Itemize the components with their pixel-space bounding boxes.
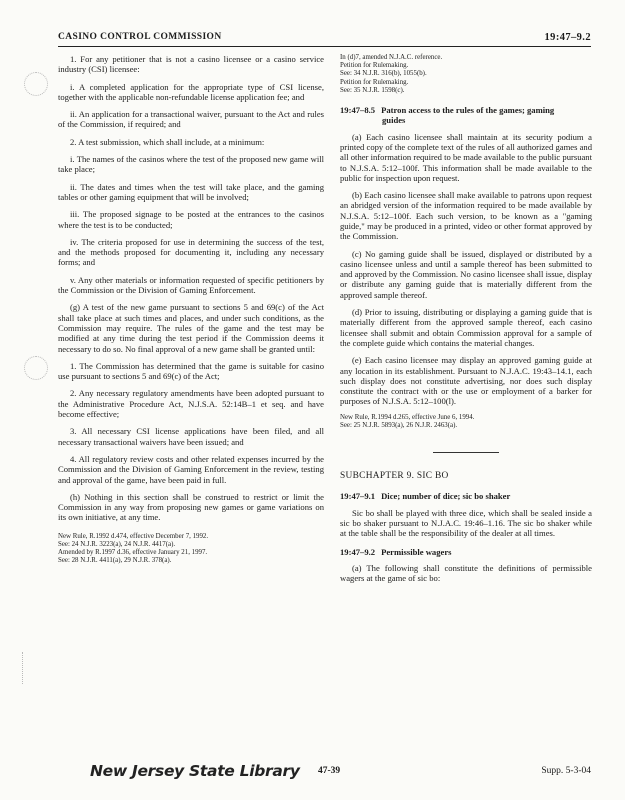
subchapter-heading: SUBCHAPTER 9. SIC BO [340, 471, 449, 482]
paragraph: ii. An application for a transactional waiver, pursuant to the Act and rules of the Commission, if required; and [58, 109, 324, 130]
running-header [58, 32, 591, 46]
history-note: New Rule, R.1994 d.265, effective June 6, 1994. [340, 413, 475, 421]
history-note: See: 34 N.J.R. 316(b), 1055(b). [340, 70, 427, 78]
paragraph: 1. For any petitioner that is not a casino licensee or a casino service industry (CSI) licensee: [58, 54, 324, 75]
paragraph: 4. All regulatory review costs and other related expenses incurred by the Commission and the Division of Gaming Enforcement in the review, testing and approval of the game, have been paid in full. [58, 453, 324, 485]
header-rule [58, 46, 591, 47]
section-number: 19:47–8.5 [340, 105, 376, 116]
section-title-continued: guides [382, 115, 406, 126]
scan-margin-mark [22, 652, 24, 684]
section-title: Permissible wagers [381, 546, 452, 557]
header-title: CASINO CONTROL COMMISSION [58, 32, 222, 42]
history-note: See: 35 N.J.R. 1598(c). [340, 86, 405, 94]
supplement-date: Supp. 5-3-04 [541, 766, 591, 776]
section-title: Dice; number of dice; sic bo shaker [381, 491, 511, 502]
section-title: Patron access to the rules of the games; gaming [381, 105, 555, 116]
paragraph: Sic bo shall be played with three dice, which shall be sealed inside a sic bo shaker pursuant to N.J.A.C. 19:46–1.16. The sic bo shaker while at the table shall be the responsibility of the dealer at all times. [340, 507, 592, 539]
history-note: Petition for Rulemaking. [340, 78, 409, 86]
punch-hole-mark [24, 356, 48, 380]
paragraph: 1. The Commission has determined that the game is suitable for casino use pursuant to sections 5 and 69(c) of the Act; [58, 360, 324, 382]
paragraph: (h) Nothing in this section shall be construed to restrict or limit the Commission in any way from proposing new games or game variations on its own initiative, at any time. [58, 491, 324, 523]
paragraph: (e) Each casino licensee may display an approved gaming guide at any location in its establishment. Pursuant to N.J.A.C. 19:43–14.1, each such display does not constitute advertising, nor does such display constitute the contract with or the use or employment of a barker for purposes of N.J.S.A. 5:12–100(l). [340, 355, 592, 407]
section-divider [433, 452, 499, 453]
history-note: See: 28 N.J.R. 4411(a), 29 N.J.R. 378(a). [58, 557, 172, 565]
paragraph: (a) The following shall constitute the definitions of permissible wagers at the game of sic bo: [340, 562, 592, 584]
paragraph: 2. A test submission, which shall include, at a minimum: [70, 136, 265, 147]
history-note: Amended by R.1997 d.36, effective January 21, 1997. [58, 549, 208, 557]
paragraph: (g) A test of the new game pursuant to sections 5 and 69(c) of the Act shall take place at such times and places, and under such conditions, as the Commission may require. The rules of the game and the test may be modified at any time during the test period if the Commission deems it necessary to do so. No final approval of a new game shall be granted until: [58, 302, 324, 354]
paragraph: i. The names of the casinos where the test of the proposed new game will take place; [58, 154, 324, 175]
paragraph: (c) No gaming guide shall be issued, displayed or distributed by a casino licensee unless and until a sample thereof has been submitted to and approved by the Commission. No casino licensee shall issue, display or distribute any gaming guide that is materially different from the approved sample thereof. [340, 248, 592, 300]
history-note: See: 24 N.J.R. 3223(a), 24 N.J.R. 4417(a). [58, 540, 176, 548]
paragraph: 2. Any necessary regulatory amendments have been adopted pursuant to the Administrative Procedure Act, N.J.S.A. 52:14B–1 et seq. and have become effective; [58, 388, 324, 420]
paragraph: iv. The criteria proposed for use in determining the success of the test, and the methods proposed for documenting it, including any necessary forms; and [58, 236, 324, 268]
header-section-number: 19:47–9.2 [544, 32, 591, 43]
page-footer [58, 760, 591, 784]
paragraph: i. A completed application for the appropriate type of CSI license, together with the applicable non-refundable license application fee; and [58, 81, 324, 102]
left-column [58, 54, 324, 572]
history-note: New Rule, R.1992 d.474, effective December 7, 1992. [58, 532, 209, 540]
section-number: 19:47–9.2 [340, 546, 376, 557]
paragraph: (b) Each casino licensee shall make available to patrons upon request an abridged version of the information required to be made available by N.J.S.A. 5:12–100f. Each such version, to be known as a "gaming guide," may be produced in a printed, video or other format approved by the Commission. [340, 190, 592, 242]
history-note: In (d)7, amended N.J.A.C. reference. [340, 54, 443, 61]
paragraph: v. Any other materials or information requested of specific petitioners by the Commission or the Division of Gaming Enforcement. [58, 274, 324, 296]
paragraph: 3. All necessary CSI license applications have been filed, and all necessary transactional waivers have been issued; and [58, 426, 324, 447]
section-number: 19:47–9.1 [340, 491, 376, 502]
paragraph: ii. The dates and times when the test will take place, and the gaming tables or other gaming equipment that will be involved; [58, 181, 324, 202]
paragraph: (a) Each casino licensee shall maintain at its security podium a printed copy of the complete text of the rules of all authorized games and all other information required to be made available to the public pursuant to N.J.S.A. 5:12–100f. This information shall be made available to the public for inspection upon request. [340, 131, 592, 183]
section-heading-9-1 [340, 491, 592, 501]
history-note: Petition for Rulemaking. [340, 62, 409, 70]
section-heading-8-5 [340, 105, 592, 126]
punch-hole-mark [24, 72, 48, 96]
page-number: 47-39 [318, 766, 341, 776]
library-stamp-logo: New Jersey State Library [90, 762, 300, 780]
paragraph: (d) Prior to issuing, distributing or displaying a gaming guide that is materially different from the approved sample thereof, each casino licensee shall submit and obtain Commission approval for a sample of the complete guide which contains the material changes. [340, 307, 592, 348]
paragraph: iii. The proposed signage to be posted at the entrances to the casinos where the test is to be conducted; [58, 209, 324, 230]
right-column [340, 54, 592, 591]
history-note: See: 25 N.J.R. 5893(a), 26 N.J.R. 2463(a). [340, 421, 458, 429]
section-heading-9-2 [340, 547, 592, 557]
